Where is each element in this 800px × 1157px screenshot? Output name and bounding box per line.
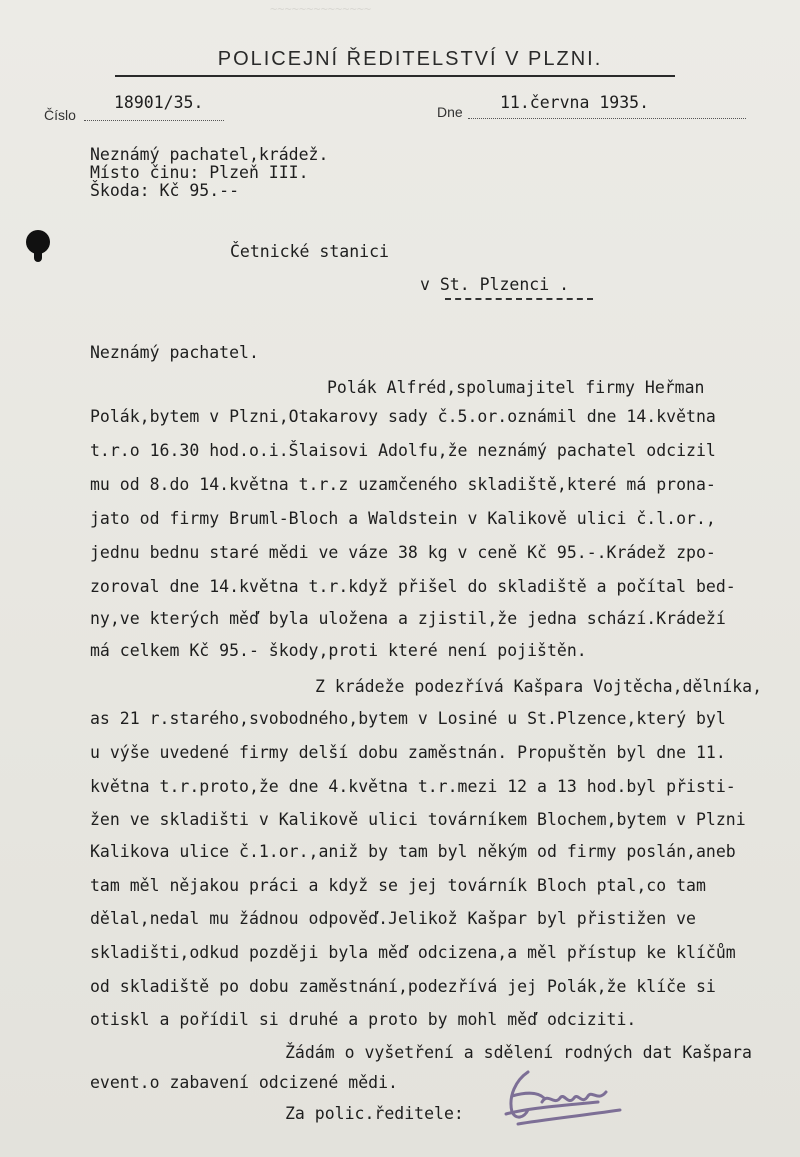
body-line: as 21 r.starého,svobodného,bytem v Losiné u St.Plzence,který byl [90, 709, 726, 728]
body-line: otiskl a pořídil si druhé a proto by mohl měď odciziti. [90, 1010, 637, 1029]
body-line: ny,ve kterých měď byla uložena a zjistil,že jedna schází.Krádeží [90, 609, 726, 628]
body-line: května t.r.proto,že dne 4.května t.r.mezi 12 a 13 hod.byl přisti- [90, 777, 736, 796]
body-line: skladišti,odkud později byla měď odcizena,a měl přístup ke klíčům [90, 943, 736, 962]
body-line: Polák Alfréd,spolumajitel firmy Heřman [327, 378, 705, 397]
bleed-through-text: ~~~~~~~~~~~~~~ [270, 2, 372, 16]
number-label: Číslo [44, 107, 76, 123]
body-line: tam měl nějakou práci a když se jej továrník Bloch ptal,co tam [90, 876, 706, 895]
body-line: mu od 8.do 14.května t.r.z uzamčeného skladiště,které má prona- [90, 475, 716, 494]
body-line: zoroval dne 14.května t.r.když přišel do skladiště a počítal bed- [90, 577, 736, 596]
body-line: u výše uvedené firmy delší dobu zaměstnán. Propuštěn byl dne 11. [90, 743, 726, 762]
punch-hole [26, 230, 50, 254]
letterhead-title: POLICEJNÍ ŘEDITELSTVÍ V PLZNI. [217, 48, 603, 70]
date-dotline [468, 118, 746, 119]
subject-line-3: Škoda: Kč 95.-- [90, 181, 240, 200]
body-line: dělal,nedal mu žádnou odpověď.Jelikož Kašpar byl přistižen ve [90, 909, 696, 928]
handwritten-signature [498, 1062, 638, 1132]
section-heading: Neznámý pachatel. [90, 343, 259, 362]
body-line: od skladiště po dobu zaměstnání,podezřívá jej Polák,že klíče si [90, 977, 716, 996]
body-line: má celkem Kč 95.- škody,proti které není pojištěn. [90, 641, 587, 660]
recipient-line-1: Četnické stanici [230, 242, 389, 261]
body-line: jednu bednu staré mědi ve váze 38 kg v ceně Kč 95.-.Krádež zpo- [90, 543, 716, 562]
body-line: žen ve skladišti v Kalikově ulici továrníkem Blochem,bytem v Plzni [90, 810, 746, 829]
date-label: Dne [437, 104, 463, 120]
body-line: event.o zabavení odcizené mědi. [90, 1073, 398, 1092]
number-dotline [84, 120, 224, 121]
body-line: jato od firmy Bruml-Bloch a Waldstein v Kalikově ulici č.l.or., [90, 509, 716, 528]
body-line: Polák,bytem v Plzni,Otakarovy sady č.5.or.oznámil dne 14.května [90, 407, 716, 426]
body-line: Z krádeže podezřívá Kašpara Vojtěcha,dělníka, [315, 677, 763, 696]
body-line: Žádám o vyšetření a sdělení rodných dat Kašpara [285, 1043, 752, 1062]
body-line: t.r.o 16.30 hod.o.i.Šlaisovi Adolfu,že neznámý pachatel odcizil [90, 441, 716, 460]
subject-line-2: Místo činu: Plzeň III. [90, 163, 309, 182]
body-line: Kalikova ulice č.1.or.,aniž by tam byl někým od firmy poslán,aneb [90, 842, 736, 861]
reference-number: 18901/35. [114, 93, 204, 112]
recipient-underline [445, 298, 593, 300]
letterhead-rule [115, 75, 675, 77]
recipient-line-2: v St. Plzenci . [420, 275, 570, 294]
document-date: 11.června 1935. [500, 93, 650, 112]
closing-line: Za polic.ředitele: [285, 1104, 464, 1123]
subject-line-1: Neznámý pachatel,krádež. [90, 145, 329, 164]
